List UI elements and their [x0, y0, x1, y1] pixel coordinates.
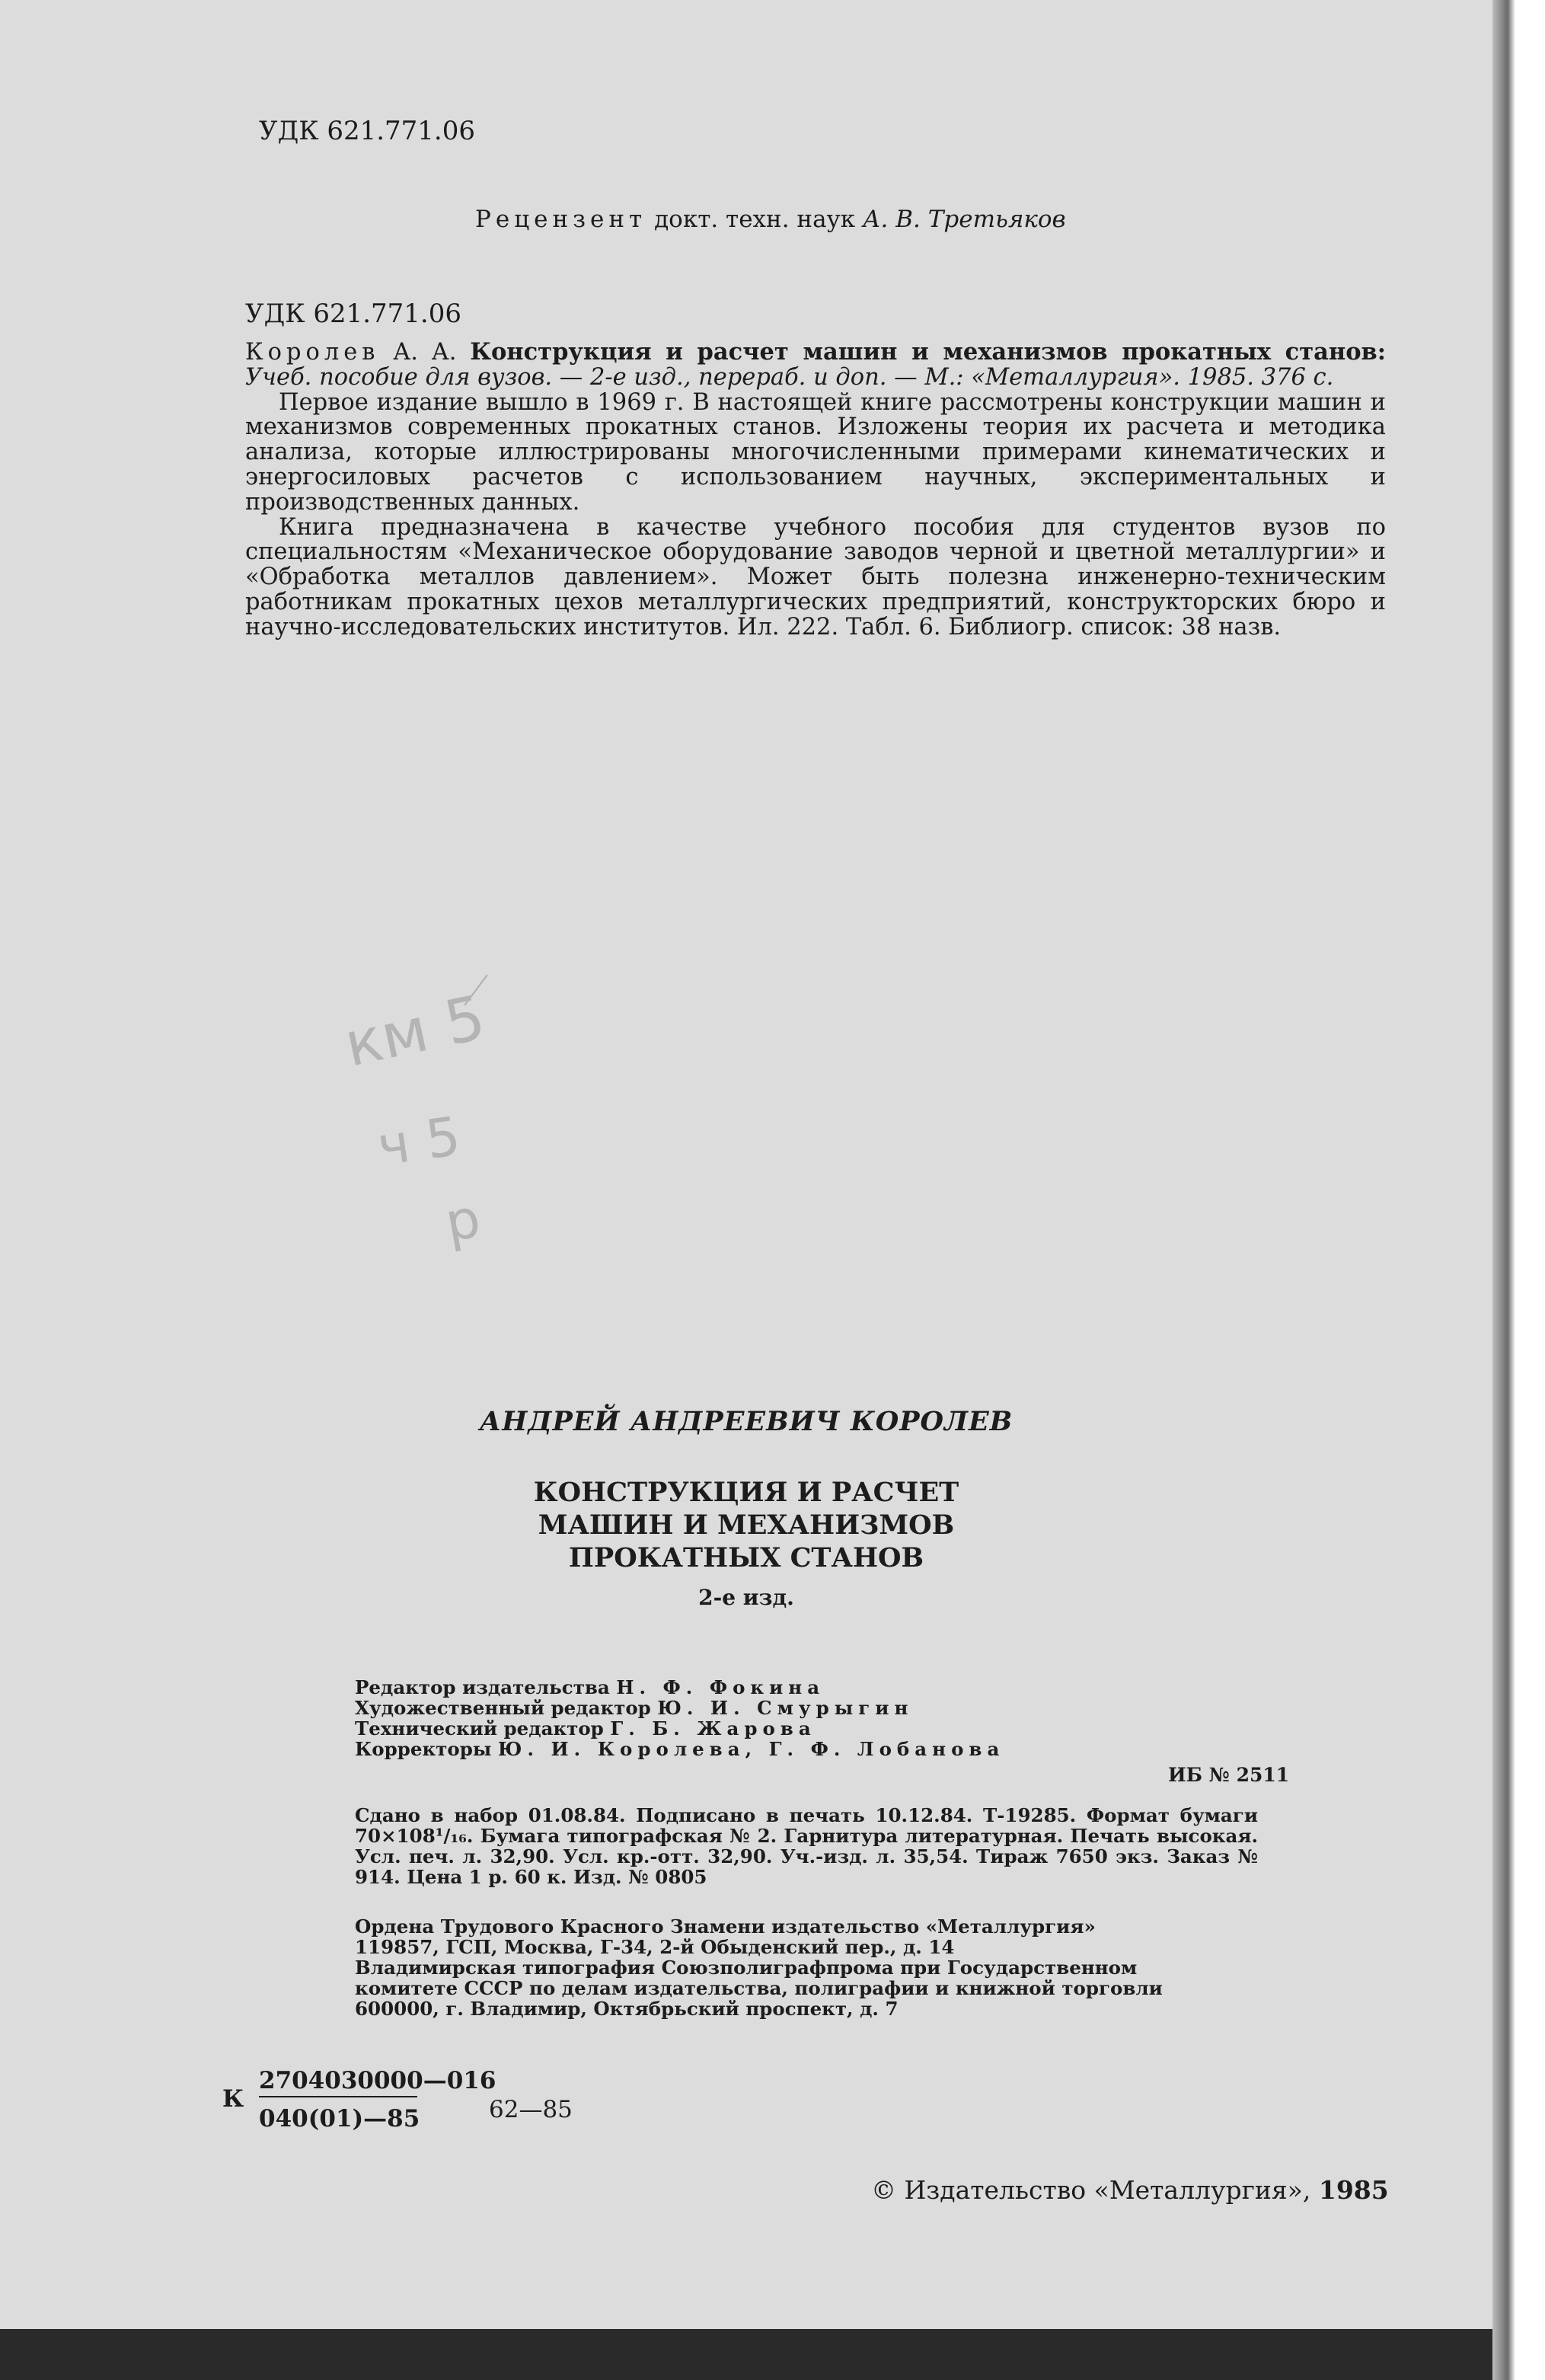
print-info: Сдано в набор 01.08.84. Подписано в печать 10.12.84. Т-19285. Формат бумаги 70×108¹/₁₆. Бумага типографская № 2. Гарнитура литературная. Печать высокая. Усл. печ. л. 32,90. Усл. кр.-отт. 32,90. Уч.-изд. л. 35,54. Тираж 7650 экз. Заказ № 914. Цена 1 р. 60 к. Изд. № 0805 — [355, 1804, 1258, 1888]
pencil-annotation — [335, 952, 609, 1272]
reviewer-name: А. В. Третьяков — [863, 206, 1066, 233]
reviewer-line — [475, 206, 1066, 233]
fraction-bar — [259, 2096, 417, 2097]
handwriting-3: р — [440, 1187, 485, 1254]
udk-code-bibliographic: УДК 621.771.06 — [245, 299, 462, 329]
credit-name: Н. Ф. Фокина — [616, 1676, 825, 1698]
record-title: Конструкция и расчет машин и механизмов прокатных станов: — [470, 338, 1386, 366]
credit-row — [355, 1677, 1004, 1698]
page-edge-right — [1492, 0, 1545, 2380]
handwriting-1: км 5 — [338, 982, 491, 1081]
book-title — [0, 1476, 1492, 1574]
publisher-info — [355, 1916, 1269, 2019]
credit-role: Корректоры — [355, 1738, 492, 1760]
ib-number: ИБ № 2511 — [1168, 1764, 1290, 1786]
copyright-year: 1985 — [1318, 2175, 1389, 2205]
abstract-paragraph-2: Книга предназначена в качестве учебного пособия для студентов вузов по специальностям «Механическое оборудование заводов черной и цветной металлургии» и «Обработка металлов давлением». Может быть полезна инженерно-техническим работникам прокатных цехов металлургических предприятий, конструкторских бюро и научно-исследовательских институтов. Ил. 222. Табл. 6. Библиогр. список: 38 назв. — [245, 513, 1386, 641]
udk-code-top: УДК 621.771.06 — [259, 116, 476, 146]
record-author: Королев — [245, 339, 380, 366]
publisher-line: комитете СССР по делам издательства, полиграфии и книжной торговли — [355, 1977, 1163, 1999]
book-title-line: КОНСТРУКЦИЯ И РАСЧЕТ — [533, 1477, 959, 1508]
book-title-line: ПРОКАТНЫХ СТАНОВ — [568, 1542, 924, 1573]
page-edge-bottom — [0, 2329, 1492, 2380]
code-denominator: 040(01)—85 — [259, 2105, 420, 2132]
credit-role: Редактор издательства — [355, 1676, 610, 1698]
credit-name: Ю. И. Королева, Г. Ф. Лобанова — [497, 1738, 1005, 1760]
book-title-line: МАШИН И МЕХАНИЗМОВ — [538, 1509, 955, 1541]
record-imprint: Учеб. пособие для вузов. — 2-е изд., перераб. и доп. — М.: «Металлургия». 1985. 376 с. — [245, 363, 1334, 391]
bibliographic-record — [245, 340, 1386, 641]
publisher-line: 119857, ГСП, Москва, Г-34, 2-й Обыденский пер., д. 14 — [355, 1936, 955, 1958]
credit-row — [355, 1698, 1004, 1718]
credit-name: Г. Б. Жарова — [610, 1717, 816, 1739]
copyright-line — [871, 2175, 1389, 2205]
book-author: АНДРЕЙ АНДРЕЕВИЧ КОРОЛЕВ — [479, 1406, 1014, 1437]
code-numerator: 2704030000—016 — [259, 2067, 496, 2094]
reviewer-label: Рецензент — [475, 206, 647, 233]
credit-name: Ю. И. Смурыгин — [657, 1697, 914, 1719]
publisher-line: Ордена Трудового Красного Знамени издательство «Металлургия» — [355, 1915, 1096, 1938]
abstract-paragraph-1: Первое издание вышло в 1969 г. В настоящей книге рассмотрены конструкции машин и механизмов современных прокатных станов. Изложены теория их расчета и методика анализа, которые иллюстрированы многочисленными примерами кинематических и энергосиловых расчетов с использованием научных, экспериментальных и производственных данных. — [245, 388, 1386, 516]
copyright-text: Издательство «Металлургия», — [904, 2175, 1311, 2205]
credit-row — [355, 1739, 1004, 1759]
edition-label: 2-е изд. — [698, 1585, 794, 1610]
code-suffix: 62—85 — [489, 2096, 573, 2123]
editorial-credits — [355, 1677, 1004, 1759]
reviewer-degree: докт. техн. наук — [654, 206, 856, 233]
credit-row — [355, 1718, 1004, 1739]
publisher-line: 600000, г. Владимир, Октябрьский проспект, д. 7 — [355, 1998, 899, 2020]
copyright-icon: © — [871, 2175, 896, 2205]
record-author-initials: А. А. — [393, 339, 457, 366]
publisher-line: Владимирская типография Союзполиграфпрома при Государственном — [355, 1957, 1138, 1979]
code-letter: К — [222, 2085, 244, 2113]
bibliographic-heading — [245, 340, 1386, 391]
credit-role: Технический редактор — [355, 1717, 604, 1739]
handwriting-2: ч 5 — [373, 1104, 464, 1178]
credit-role: Художественный редактор — [355, 1697, 651, 1719]
